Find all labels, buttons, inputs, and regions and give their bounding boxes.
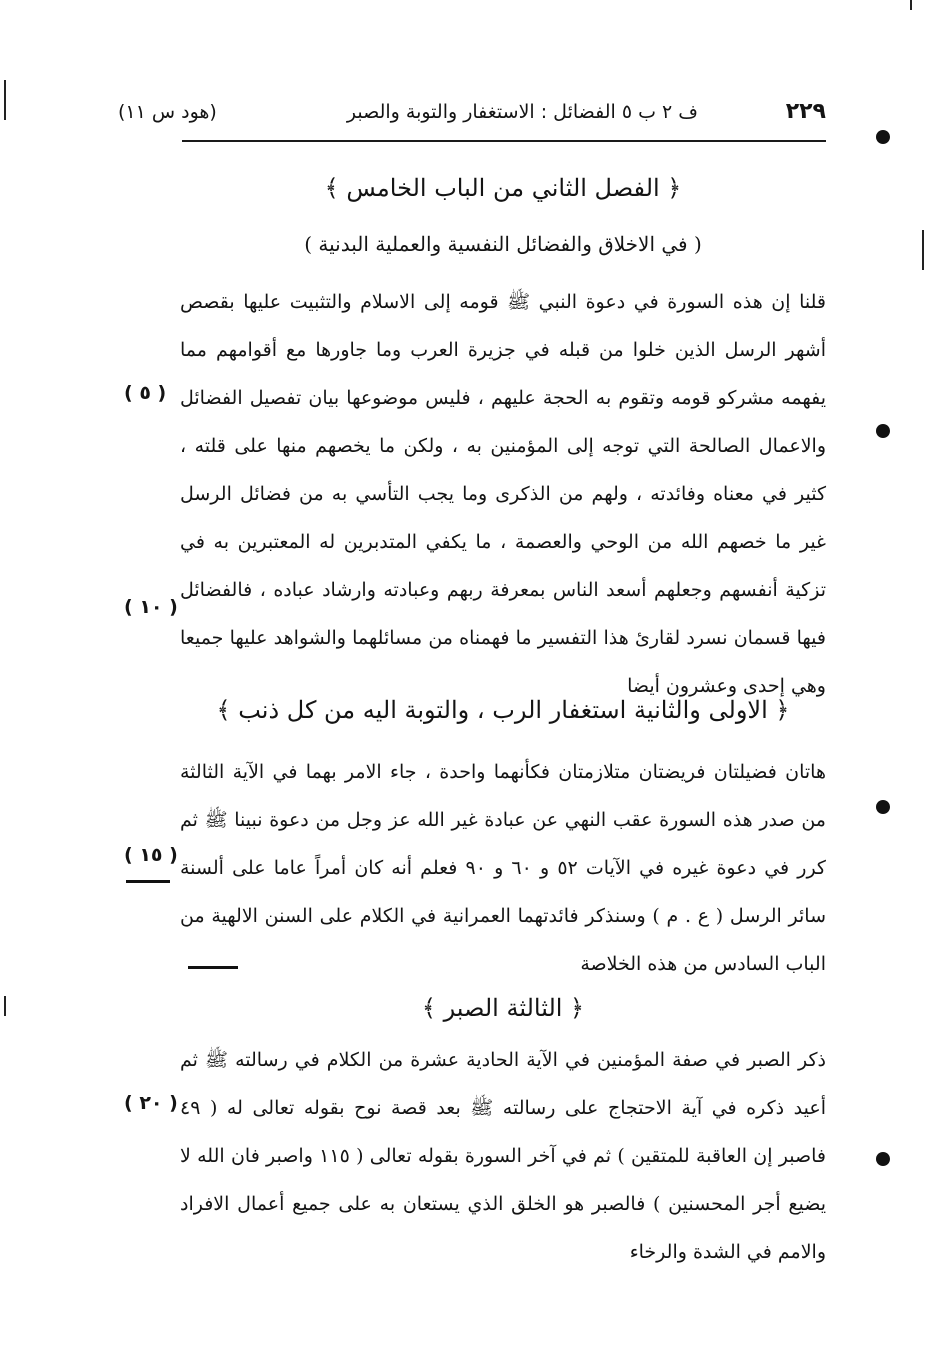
scan-edge-mark [4,996,6,1016]
binding-hole-mark [876,130,890,144]
line-number-10: ( ١٠ ) [124,596,178,618]
section-title-sabr: ﴿ الثالثة الصبر ﴾ [421,994,585,1022]
binding-hole-mark [876,424,890,438]
header-rule [182,140,826,142]
line-number-underline [126,880,170,883]
scan-edge-mark [910,0,912,10]
section-body-sabr: ذكر الصبر في صفة المؤمنين في الآية الحادية عشرة من الكلام في رسالته ﷺ ثم أعيد ذكره في آية الاحتجاج على رسالته ﷺ بعد قصة نوح بقوله تعالى له ( ٤٩ فاصبر إن العاقبة للمتقين ) ثم في آخر السورة بقوله تعالى ( ١١٥ واصبر فان الله لا يضيع أجر المحسنين ) فالصبر هو الخلق الذي يستعان به على جميع أعمال الافراد والامم في الشدة والرخاء [180,1049,826,1263]
running-title: ف ٢ ب ٥ الفضائل : الاستغفار والتوبة والصبر [346,101,698,123]
line-number-15: ( ١٥ ) [124,844,178,866]
chapter-subtitle: ( في الاخلاق والفضائل النفسية والعملية البدنية ) [304,232,702,256]
page-number: ٢٢٩ [785,99,826,124]
scan-edge-mark [922,230,924,270]
intro-paragraph: قلنا إن هذه السورة في دعوة النبي ﷺ قومه إلى الاسلام والتثبيت عليها بقصص أشهر الرسل الذين خلوا من قبله في جزيرة العرب وما جاورها مع أقوامهم مما يفهمه مشركو قومه وتقوم به الحجة عليهم ، فليس موضوعها بيان تفصيل الفضائل والاعمال الصالحة التي توجه إلى المؤمنين به ، ولكن ما يخصهم منها على قلته ، كثير في معناه وفائدته ، ولهم من الذكرى وما يجب التأسي به من فضائل الرسل غير ما خصهم الله من الوحي والعصمة ، ما يكفي المتدبرين له المعتبرين به في تزكية أنفسهم وجعلهم أسعد الناس بمعرفة ربهم وعبادته وارشاد عباده ، فالفضائل فيها قسمان نسرد لقارئ هذا التفسير ما فهمناه من مسائلهما والشواهد عليها جميعا وهي إحدى وعشرون أيضا [180,291,827,697]
scan-edge-mark [4,80,6,120]
page-header [118,92,826,132]
line-number-5: ( ٥ ) [124,382,167,404]
chapter-title: ﴿ الفصل الثاني من الباب الخامس ﴾ [324,174,682,202]
line-number-20: ( ٢٠ ) [124,1092,178,1114]
section-title-istighfar: ﴿ الاولى والثانية استغفار الرب ، والتوبة اليه من كل ذنب ﴾ [216,696,790,724]
binding-hole-mark [876,800,890,814]
section-body-istighfar: هاتان فضيلتان فريضتان متلازمتان فكأنهما واحدة ، جاء الامر بهما في الآية الثالثة من صدر هذه السورة عقب النهي عن عبادة غير الله عز وجل من دعوة نبينا ﷺ ثم كرر في دعوة غيره في الآيات ٥٢ و ٦٠ و ٩٠ فعلم أنه كان أمراً عاما على ألسنة سائر الرسل ( ع . م ) وسنذكر فائدتهما العمرانية في الكلام على السنن الالهية من الباب السادس من هذه الخلاصة [180,761,826,975]
sura-reference: (هود س ١١) [118,101,217,123]
print-dash [188,966,238,969]
binding-hole-mark [876,1152,890,1166]
